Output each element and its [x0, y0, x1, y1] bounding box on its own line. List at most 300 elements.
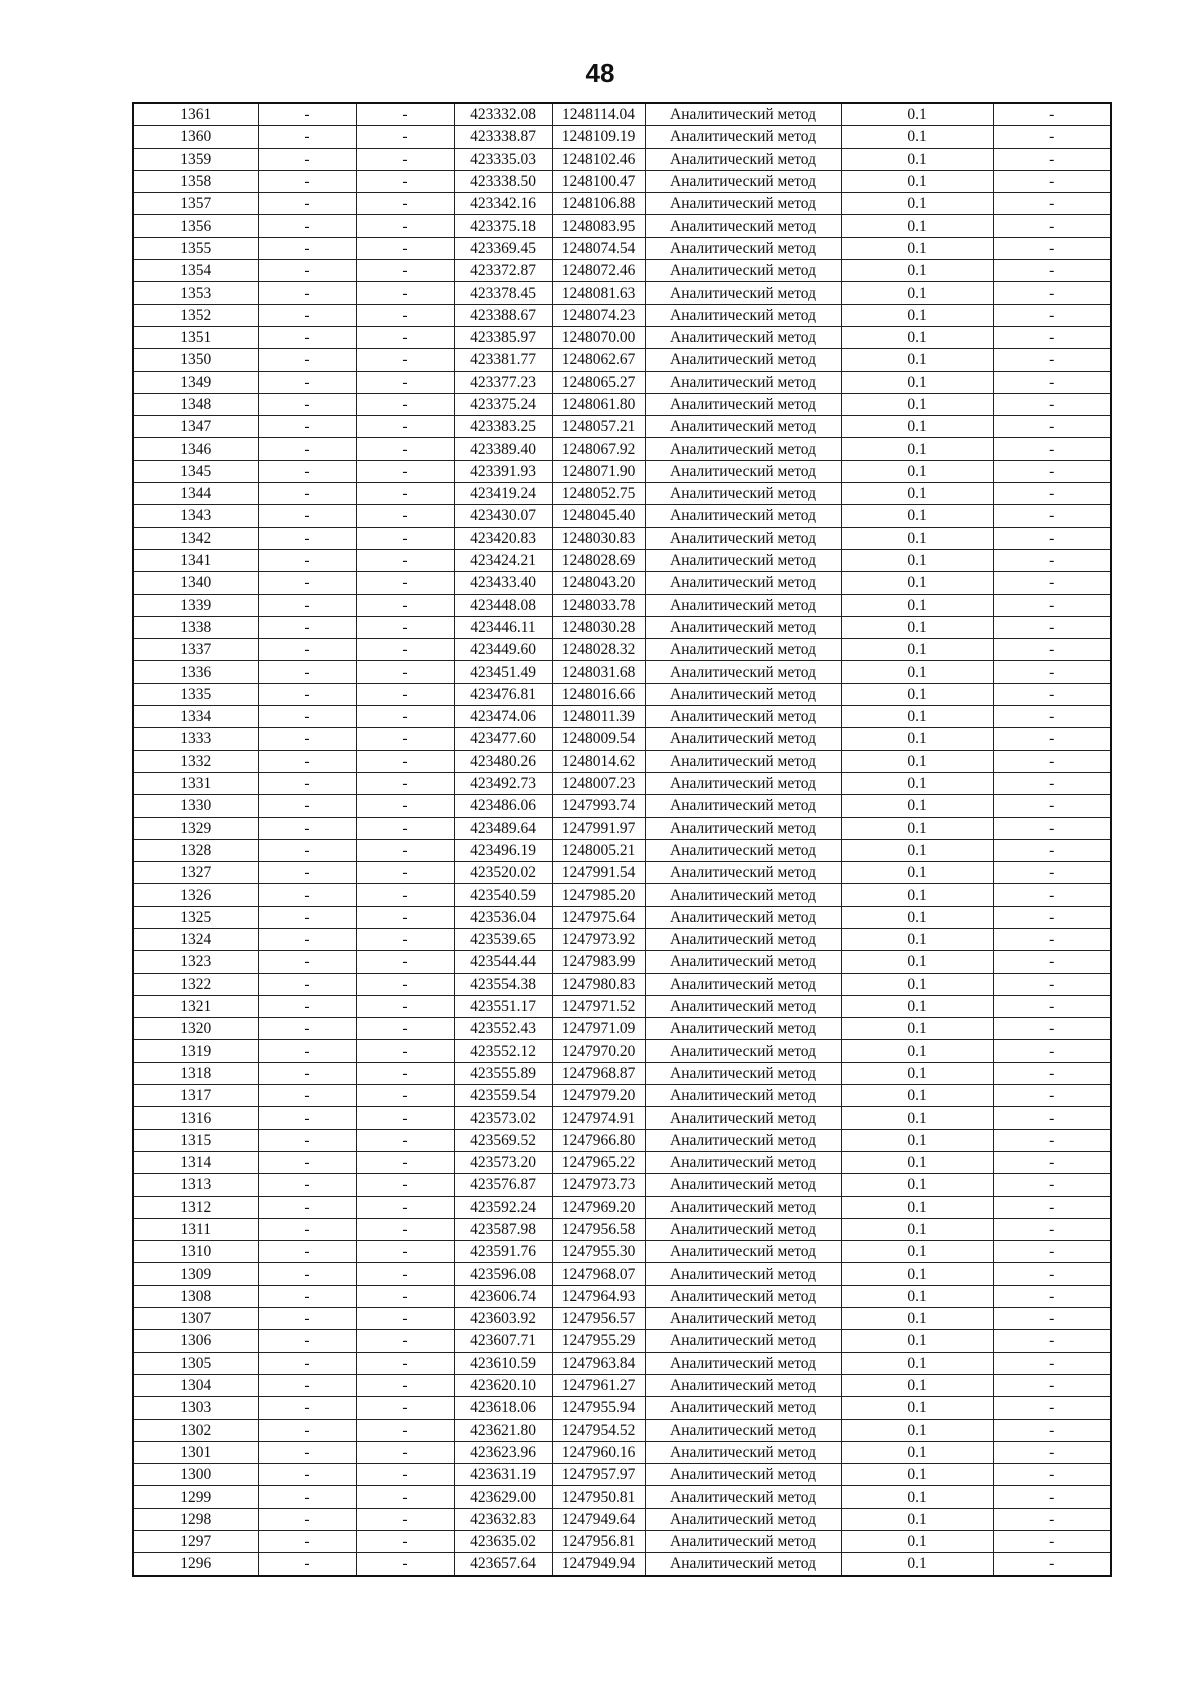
method-cell: Аналитический метод [645, 572, 841, 594]
method-cell: Аналитический метод [645, 527, 841, 549]
method-cell: Аналитический метод [645, 884, 841, 906]
table-row [133, 282, 1111, 304]
table-row [133, 795, 1111, 817]
dash-cell-3: - [993, 237, 1111, 259]
y-coordinate-cell: 1248106.88 [552, 193, 645, 215]
precision-cell: 0.1 [841, 1308, 993, 1330]
precision-cell: 0.1 [841, 1129, 993, 1151]
dash-cell-3: - [993, 1508, 1111, 1530]
method-cell: Аналитический метод [645, 326, 841, 348]
precision-cell: 0.1 [841, 416, 993, 438]
table-row [133, 973, 1111, 995]
dash-cell-2: - [356, 928, 454, 950]
dash-cell-3: - [993, 304, 1111, 326]
dash-cell-3: - [993, 1374, 1111, 1396]
x-coordinate-cell: 423629.00 [454, 1486, 552, 1508]
x-coordinate-cell: 423610.59 [454, 1352, 552, 1374]
method-cell: Аналитический метод [645, 1107, 841, 1129]
dash-cell-2: - [356, 371, 454, 393]
y-coordinate-cell: 1247955.29 [552, 1330, 645, 1352]
y-coordinate-cell: 1248043.20 [552, 572, 645, 594]
dash-cell-3: - [993, 928, 1111, 950]
dash-cell-1: - [258, 884, 356, 906]
dash-cell-3: - [993, 1285, 1111, 1307]
point-number-cell: 1348 [133, 393, 258, 415]
method-cell: Аналитический метод [645, 1218, 841, 1240]
y-coordinate-cell: 1248007.23 [552, 772, 645, 794]
precision-cell: 0.1 [841, 1441, 993, 1463]
point-number-cell: 1345 [133, 460, 258, 482]
dash-cell-2: - [356, 1196, 454, 1218]
table-row [133, 1508, 1111, 1530]
x-coordinate-cell: 423657.64 [454, 1553, 552, 1576]
precision-cell: 0.1 [841, 349, 993, 371]
dash-cell-3: - [993, 772, 1111, 794]
dash-cell-2: - [356, 1441, 454, 1463]
point-number-cell: 1314 [133, 1151, 258, 1173]
point-number-cell: 1336 [133, 661, 258, 683]
point-number-cell: 1333 [133, 728, 258, 750]
y-coordinate-cell: 1248109.19 [552, 126, 645, 148]
precision-cell: 0.1 [841, 1464, 993, 1486]
dash-cell-3: - [993, 1308, 1111, 1330]
table-row [133, 572, 1111, 594]
precision-cell: 0.1 [841, 527, 993, 549]
x-coordinate-cell: 423606.74 [454, 1285, 552, 1307]
point-number-cell: 1321 [133, 995, 258, 1017]
dash-cell-2: - [356, 1241, 454, 1263]
dash-cell-3: - [993, 260, 1111, 282]
dash-cell-3: - [993, 438, 1111, 460]
precision-cell: 0.1 [841, 661, 993, 683]
precision-cell: 0.1 [841, 460, 993, 482]
point-number-cell: 1320 [133, 1018, 258, 1040]
precision-cell: 0.1 [841, 594, 993, 616]
y-coordinate-cell: 1248102.46 [552, 148, 645, 170]
table-row [133, 750, 1111, 772]
dash-cell-1: - [258, 817, 356, 839]
table-row [133, 1419, 1111, 1441]
precision-cell: 0.1 [841, 1486, 993, 1508]
point-number-cell: 1296 [133, 1553, 258, 1576]
table-row [133, 1352, 1111, 1374]
x-coordinate-cell: 423551.17 [454, 995, 552, 1017]
method-cell: Аналитический метод [645, 1441, 841, 1463]
precision-cell: 0.1 [841, 616, 993, 638]
table-row [133, 483, 1111, 505]
point-number-cell: 1299 [133, 1486, 258, 1508]
dash-cell-2: - [356, 616, 454, 638]
point-number-cell: 1304 [133, 1374, 258, 1396]
precision-cell: 0.1 [841, 683, 993, 705]
dash-cell-1: - [258, 1397, 356, 1419]
dash-cell-3: - [993, 460, 1111, 482]
y-coordinate-cell: 1248011.39 [552, 706, 645, 728]
dash-cell-3: - [993, 1330, 1111, 1352]
point-number-cell: 1327 [133, 862, 258, 884]
dash-cell-2: - [356, 103, 454, 126]
precision-cell: 0.1 [841, 862, 993, 884]
point-number-cell: 1322 [133, 973, 258, 995]
precision-cell: 0.1 [841, 1352, 993, 1374]
dash-cell-3: - [993, 639, 1111, 661]
x-coordinate-cell: 423492.73 [454, 772, 552, 794]
method-cell: Аналитический метод [645, 928, 841, 950]
dash-cell-2: - [356, 683, 454, 705]
y-coordinate-cell: 1247975.64 [552, 906, 645, 928]
dash-cell-3: - [993, 349, 1111, 371]
dash-cell-3: - [993, 1040, 1111, 1062]
dash-cell-2: - [356, 661, 454, 683]
x-coordinate-cell: 423474.06 [454, 706, 552, 728]
table-row [133, 237, 1111, 259]
method-cell: Аналитический метод [645, 1397, 841, 1419]
table-row [133, 1464, 1111, 1486]
method-cell: Аналитический метод [645, 1241, 841, 1263]
dash-cell-1: - [258, 126, 356, 148]
dash-cell-1: - [258, 1464, 356, 1486]
dash-cell-1: - [258, 1129, 356, 1151]
precision-cell: 0.1 [841, 371, 993, 393]
table-row [133, 1107, 1111, 1129]
x-coordinate-cell: 423342.16 [454, 193, 552, 215]
dash-cell-1: - [258, 1486, 356, 1508]
dash-cell-3: - [993, 416, 1111, 438]
table-row [133, 460, 1111, 482]
x-coordinate-cell: 423635.02 [454, 1531, 552, 1553]
x-coordinate-cell: 423552.12 [454, 1040, 552, 1062]
y-coordinate-cell: 1248067.92 [552, 438, 645, 460]
point-number-cell: 1332 [133, 750, 258, 772]
x-coordinate-cell: 423449.60 [454, 639, 552, 661]
dash-cell-3: - [993, 1018, 1111, 1040]
table-row [133, 1374, 1111, 1396]
x-coordinate-cell: 423603.92 [454, 1308, 552, 1330]
method-cell: Аналитический метод [645, 795, 841, 817]
dash-cell-1: - [258, 215, 356, 237]
dash-cell-2: - [356, 126, 454, 148]
table-row [133, 839, 1111, 861]
dash-cell-1: - [258, 393, 356, 415]
method-cell: Аналитический метод [645, 126, 841, 148]
y-coordinate-cell: 1247956.81 [552, 1531, 645, 1553]
dash-cell-1: - [258, 282, 356, 304]
method-cell: Аналитический метод [645, 906, 841, 928]
point-number-cell: 1305 [133, 1352, 258, 1374]
point-number-cell: 1300 [133, 1464, 258, 1486]
table-row [133, 1263, 1111, 1285]
dash-cell-1: - [258, 260, 356, 282]
precision-cell: 0.1 [841, 728, 993, 750]
method-cell: Аналитический метод [645, 1151, 841, 1173]
x-coordinate-cell: 423477.60 [454, 728, 552, 750]
x-coordinate-cell: 423576.87 [454, 1174, 552, 1196]
method-cell: Аналитический метод [645, 1352, 841, 1374]
y-coordinate-cell: 1247966.80 [552, 1129, 645, 1151]
precision-cell: 0.1 [841, 839, 993, 861]
dash-cell-2: - [356, 906, 454, 928]
dash-cell-1: - [258, 1330, 356, 1352]
y-coordinate-cell: 1247993.74 [552, 795, 645, 817]
method-cell: Аналитический метод [645, 371, 841, 393]
dash-cell-1: - [258, 103, 356, 126]
dash-cell-2: - [356, 839, 454, 861]
dash-cell-2: - [356, 772, 454, 794]
x-coordinate-cell: 423555.89 [454, 1062, 552, 1084]
y-coordinate-cell: 1248028.32 [552, 639, 645, 661]
x-coordinate-cell: 423520.02 [454, 862, 552, 884]
dash-cell-2: - [356, 1553, 454, 1576]
point-number-cell: 1310 [133, 1241, 258, 1263]
dash-cell-1: - [258, 973, 356, 995]
method-cell: Аналитический метод [645, 416, 841, 438]
table-row [133, 1218, 1111, 1240]
table-row [133, 1441, 1111, 1463]
dash-cell-1: - [258, 683, 356, 705]
x-coordinate-cell: 423631.19 [454, 1464, 552, 1486]
dash-cell-2: - [356, 973, 454, 995]
x-coordinate-cell: 423573.20 [454, 1151, 552, 1173]
x-coordinate-cell: 423489.64 [454, 817, 552, 839]
table-row [133, 1308, 1111, 1330]
dash-cell-1: - [258, 460, 356, 482]
method-cell: Аналитический метод [645, 1174, 841, 1196]
dash-cell-2: - [356, 884, 454, 906]
x-coordinate-cell: 423451.49 [454, 661, 552, 683]
y-coordinate-cell: 1247974.91 [552, 1107, 645, 1129]
dash-cell-2: - [356, 416, 454, 438]
dash-cell-3: - [993, 750, 1111, 772]
point-number-cell: 1342 [133, 527, 258, 549]
method-cell: Аналитический метод [645, 282, 841, 304]
x-coordinate-cell: 423385.97 [454, 326, 552, 348]
point-number-cell: 1311 [133, 1218, 258, 1240]
dash-cell-1: - [258, 1374, 356, 1396]
precision-cell: 0.1 [841, 193, 993, 215]
method-cell: Аналитический метод [645, 393, 841, 415]
precision-cell: 0.1 [841, 393, 993, 415]
dash-cell-3: - [993, 126, 1111, 148]
dash-cell-3: - [993, 839, 1111, 861]
point-number-cell: 1334 [133, 706, 258, 728]
precision-cell: 0.1 [841, 1285, 993, 1307]
dash-cell-3: - [993, 683, 1111, 705]
dash-cell-1: - [258, 237, 356, 259]
dash-cell-1: - [258, 549, 356, 571]
precision-cell: 0.1 [841, 126, 993, 148]
y-coordinate-cell: 1248100.47 [552, 170, 645, 192]
x-coordinate-cell: 423559.54 [454, 1085, 552, 1107]
dash-cell-3: - [993, 1174, 1111, 1196]
precision-cell: 0.1 [841, 928, 993, 950]
y-coordinate-cell: 1248016.66 [552, 683, 645, 705]
x-coordinate-cell: 423569.52 [454, 1129, 552, 1151]
precision-cell: 0.1 [841, 750, 993, 772]
method-cell: Аналитический метод [645, 549, 841, 571]
table-row [133, 706, 1111, 728]
table-row [133, 505, 1111, 527]
dash-cell-1: - [258, 1241, 356, 1263]
y-coordinate-cell: 1248045.40 [552, 505, 645, 527]
point-number-cell: 1335 [133, 683, 258, 705]
dash-cell-2: - [356, 1218, 454, 1240]
point-number-cell: 1356 [133, 215, 258, 237]
x-coordinate-cell: 423372.87 [454, 260, 552, 282]
table-row [133, 661, 1111, 683]
precision-cell: 0.1 [841, 772, 993, 794]
point-number-cell: 1312 [133, 1196, 258, 1218]
point-number-cell: 1346 [133, 438, 258, 460]
point-number-cell: 1350 [133, 349, 258, 371]
y-coordinate-cell: 1247985.20 [552, 884, 645, 906]
dash-cell-1: - [258, 706, 356, 728]
method-cell: Аналитический метод [645, 951, 841, 973]
method-cell: Аналитический метод [645, 750, 841, 772]
dash-cell-1: - [258, 728, 356, 750]
point-number-cell: 1301 [133, 1441, 258, 1463]
precision-cell: 0.1 [841, 1330, 993, 1352]
dash-cell-2: - [356, 1263, 454, 1285]
dash-cell-2: - [356, 326, 454, 348]
y-coordinate-cell: 1247971.09 [552, 1018, 645, 1040]
dash-cell-1: - [258, 772, 356, 794]
point-number-cell: 1307 [133, 1308, 258, 1330]
dash-cell-2: - [356, 1062, 454, 1084]
dash-cell-1: - [258, 1508, 356, 1530]
x-coordinate-cell: 423338.50 [454, 170, 552, 192]
dash-cell-1: - [258, 148, 356, 170]
method-cell: Аналитический метод [645, 1129, 841, 1151]
point-number-cell: 1339 [133, 594, 258, 616]
dash-cell-2: - [356, 639, 454, 661]
x-coordinate-cell: 423536.04 [454, 906, 552, 928]
precision-cell: 0.1 [841, 1040, 993, 1062]
x-coordinate-cell: 423591.76 [454, 1241, 552, 1263]
method-cell: Аналитический метод [645, 170, 841, 192]
dash-cell-3: - [993, 594, 1111, 616]
dash-cell-3: - [993, 170, 1111, 192]
dash-cell-2: - [356, 438, 454, 460]
dash-cell-2: - [356, 170, 454, 192]
y-coordinate-cell: 1247964.93 [552, 1285, 645, 1307]
point-number-cell: 1361 [133, 103, 258, 126]
precision-cell: 0.1 [841, 148, 993, 170]
dash-cell-2: - [356, 527, 454, 549]
precision-cell: 0.1 [841, 1085, 993, 1107]
dash-cell-3: - [993, 572, 1111, 594]
method-cell: Аналитический метод [645, 706, 841, 728]
point-number-cell: 1302 [133, 1419, 258, 1441]
dash-cell-2: - [356, 1330, 454, 1352]
dash-cell-2: - [356, 483, 454, 505]
point-number-cell: 1306 [133, 1330, 258, 1352]
precision-cell: 0.1 [841, 1151, 993, 1173]
dash-cell-3: - [993, 282, 1111, 304]
dash-cell-1: - [258, 1040, 356, 1062]
y-coordinate-cell: 1248005.21 [552, 839, 645, 861]
point-number-cell: 1341 [133, 549, 258, 571]
table-row [133, 1196, 1111, 1218]
point-number-cell: 1347 [133, 416, 258, 438]
dash-cell-1: - [258, 661, 356, 683]
table-row [133, 527, 1111, 549]
dash-cell-1: - [258, 1263, 356, 1285]
point-number-cell: 1309 [133, 1263, 258, 1285]
method-cell: Аналитический метод [645, 594, 841, 616]
dash-cell-2: - [356, 1308, 454, 1330]
table-row [133, 995, 1111, 1017]
x-coordinate-cell: 423596.08 [454, 1263, 552, 1285]
y-coordinate-cell: 1247949.94 [552, 1553, 645, 1576]
dash-cell-3: - [993, 1419, 1111, 1441]
dash-cell-2: - [356, 572, 454, 594]
table-row [133, 1085, 1111, 1107]
dash-cell-1: - [258, 1419, 356, 1441]
y-coordinate-cell: 1248057.21 [552, 416, 645, 438]
dash-cell-2: - [356, 460, 454, 482]
dash-cell-1: - [258, 928, 356, 950]
dash-cell-3: - [993, 193, 1111, 215]
dash-cell-2: - [356, 862, 454, 884]
dash-cell-3: - [993, 505, 1111, 527]
precision-cell: 0.1 [841, 1062, 993, 1084]
precision-cell: 0.1 [841, 438, 993, 460]
dash-cell-3: - [993, 906, 1111, 928]
dash-cell-2: - [356, 1285, 454, 1307]
point-number-cell: 1316 [133, 1107, 258, 1129]
table-row [133, 1330, 1111, 1352]
dash-cell-3: - [993, 817, 1111, 839]
precision-cell: 0.1 [841, 304, 993, 326]
dash-cell-2: - [356, 349, 454, 371]
point-number-cell: 1331 [133, 772, 258, 794]
dash-cell-3: - [993, 148, 1111, 170]
dash-cell-1: - [258, 527, 356, 549]
dash-cell-2: - [356, 1397, 454, 1419]
dash-cell-3: - [993, 1196, 1111, 1218]
point-number-cell: 1354 [133, 260, 258, 282]
x-coordinate-cell: 423618.06 [454, 1397, 552, 1419]
precision-cell: 0.1 [841, 103, 993, 126]
dash-cell-1: - [258, 750, 356, 772]
x-coordinate-cell: 423424.21 [454, 549, 552, 571]
x-coordinate-cell: 423554.38 [454, 973, 552, 995]
x-coordinate-cell: 423375.24 [454, 393, 552, 415]
dash-cell-3: - [993, 706, 1111, 728]
table-row [133, 1040, 1111, 1062]
dash-cell-1: - [258, 371, 356, 393]
point-number-cell: 1359 [133, 148, 258, 170]
precision-cell: 0.1 [841, 505, 993, 527]
method-cell: Аналитический метод [645, 1486, 841, 1508]
method-cell: Аналитический метод [645, 349, 841, 371]
y-coordinate-cell: 1248014.62 [552, 750, 645, 772]
precision-cell: 0.1 [841, 1553, 993, 1576]
dash-cell-2: - [356, 1352, 454, 1374]
dash-cell-2: - [356, 1419, 454, 1441]
precision-cell: 0.1 [841, 1241, 993, 1263]
table-row [133, 1241, 1111, 1263]
y-coordinate-cell: 1248074.54 [552, 237, 645, 259]
dash-cell-3: - [993, 728, 1111, 750]
x-coordinate-cell: 423420.83 [454, 527, 552, 549]
dash-cell-3: - [993, 1531, 1111, 1553]
dash-cell-1: - [258, 1553, 356, 1576]
x-coordinate-cell: 423552.43 [454, 1018, 552, 1040]
dash-cell-1: - [258, 1196, 356, 1218]
dash-cell-2: - [356, 193, 454, 215]
point-number-cell: 1303 [133, 1397, 258, 1419]
